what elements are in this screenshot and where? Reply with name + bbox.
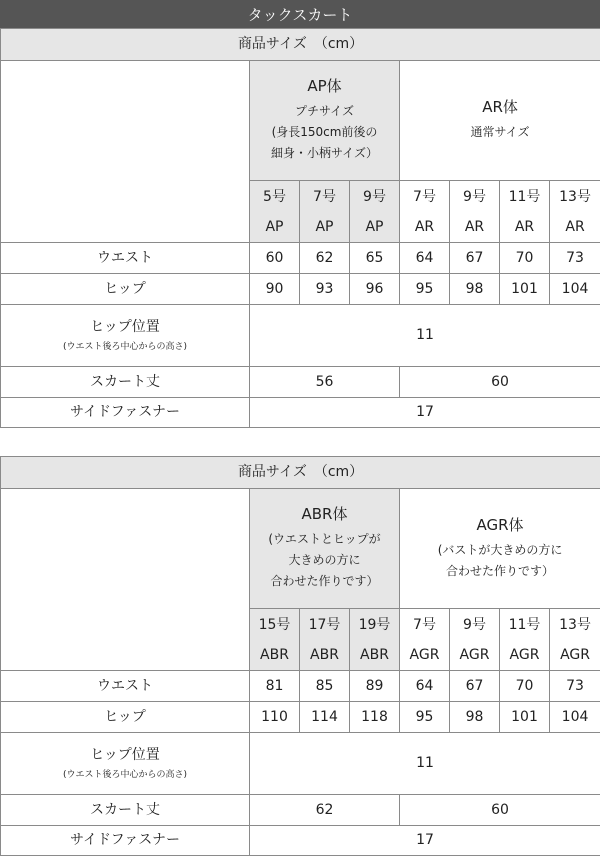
table-cell: 17 bbox=[250, 826, 600, 856]
table-row-waist bbox=[1, 671, 600, 702]
table-row-waist bbox=[1, 243, 600, 274]
size-column-header: 17号 ABR bbox=[300, 609, 350, 671]
table-row-hip bbox=[1, 702, 600, 733]
group-name: ABR体 bbox=[301, 505, 348, 523]
size-column-header: 9号 AR bbox=[450, 181, 500, 243]
corner-cell bbox=[1, 489, 250, 671]
table-row-zipper bbox=[1, 398, 600, 428]
size-column-header: 7号 AGR bbox=[400, 609, 450, 671]
row-label: ウエスト bbox=[1, 671, 250, 702]
row-label: サイドファスナー bbox=[1, 826, 250, 856]
table-cell: 17 bbox=[250, 398, 600, 428]
size-column-header: 9号 AGR bbox=[450, 609, 500, 671]
table-row-hip bbox=[1, 274, 600, 305]
row-label: サイドファスナー bbox=[1, 398, 250, 428]
table-cell: 98 bbox=[450, 274, 500, 305]
table-cell: 65 bbox=[350, 243, 400, 274]
row-label: ヒップ bbox=[1, 702, 250, 733]
group-description: (バストが大きめの方に 合わせた作りです） bbox=[437, 542, 563, 578]
table-cell: 90 bbox=[250, 274, 300, 305]
table-cell: 89 bbox=[350, 671, 400, 702]
table-cell: 70 bbox=[500, 243, 550, 274]
size-column-header: 13号 AR bbox=[550, 181, 600, 243]
group-header-agr bbox=[400, 489, 600, 609]
table-cell: 73 bbox=[550, 671, 600, 702]
table-cell: 95 bbox=[400, 274, 450, 305]
row-label: ヒップ位置 (ウエスト後ろ中心からの高さ) bbox=[1, 733, 250, 795]
row-sublabel: (ウエスト後ろ中心からの高さ) bbox=[62, 341, 188, 352]
table-cell: 64 bbox=[400, 671, 450, 702]
table-cell: 114 bbox=[300, 702, 350, 733]
table-cell: 93 bbox=[300, 274, 350, 305]
size-table-2 bbox=[0, 456, 600, 856]
row-label: スカート丈 bbox=[1, 795, 250, 826]
size-column-header: 19号 ABR bbox=[350, 609, 400, 671]
row-label: ヒップ bbox=[1, 274, 250, 305]
table-cell: 70 bbox=[500, 671, 550, 702]
group-name: AGR体 bbox=[476, 515, 524, 534]
group-name: AP体 bbox=[307, 77, 342, 95]
table-cell: 101 bbox=[500, 274, 550, 305]
row-label: ヒップ位置 (ウエスト後ろ中心からの高さ) bbox=[1, 305, 250, 367]
size-column-header: 9号 AP bbox=[350, 181, 400, 243]
size-column-header: 11号 AGR bbox=[500, 609, 550, 671]
table-cell: 95 bbox=[400, 702, 450, 733]
size-column-header: 11号 AR bbox=[500, 181, 550, 243]
table-cell: 96 bbox=[350, 274, 400, 305]
table-row-zipper bbox=[1, 826, 600, 856]
table-cell: 101 bbox=[500, 702, 550, 733]
table-header: 商品サイズ （cm） bbox=[1, 457, 600, 489]
table-cell: 62 bbox=[300, 243, 350, 274]
table-cell: 60 bbox=[400, 795, 600, 826]
size-table-1 bbox=[0, 28, 600, 428]
corner-cell bbox=[1, 61, 250, 243]
size-column-header: 13号 AGR bbox=[550, 609, 600, 671]
row-sublabel: (ウエスト後ろ中心からの高さ) bbox=[62, 769, 188, 780]
size-column-header: 7号 AP bbox=[300, 181, 350, 243]
size-column-header: 15号 ABR bbox=[250, 609, 300, 671]
row-label: スカート丈 bbox=[1, 367, 250, 398]
group-name: AR体 bbox=[482, 98, 518, 116]
size-column-header: 7号 AR bbox=[400, 181, 450, 243]
group-header-ap bbox=[250, 61, 400, 181]
table-cell: 64 bbox=[400, 243, 450, 274]
table-cell: 104 bbox=[550, 274, 600, 305]
page-title: タックスカート bbox=[0, 0, 600, 28]
table-cell: 11 bbox=[250, 305, 600, 367]
table-cell: 85 bbox=[300, 671, 350, 702]
group-header-ar bbox=[400, 61, 600, 181]
table-row-hip-position bbox=[1, 733, 600, 795]
table-cell: 104 bbox=[550, 702, 600, 733]
table-cell: 60 bbox=[400, 367, 600, 398]
size-column-header: 5号 AP bbox=[250, 181, 300, 243]
table-cell: 118 bbox=[350, 702, 400, 733]
row-label: ウエスト bbox=[1, 243, 250, 274]
table-row-length bbox=[1, 795, 600, 826]
table-cell: 56 bbox=[250, 367, 400, 398]
table-row-length bbox=[1, 367, 600, 398]
table-cell: 98 bbox=[450, 702, 500, 733]
table-row-hip-position bbox=[1, 305, 600, 367]
table-cell: 67 bbox=[450, 243, 500, 274]
table-cell: 60 bbox=[250, 243, 300, 274]
table-cell: 67 bbox=[450, 671, 500, 702]
table-header: 商品サイズ （cm） bbox=[1, 29, 600, 61]
group-description: (ウエストとヒップが 大きめの方に 合わせた作りです） bbox=[268, 532, 381, 588]
group-description: プチサイズ (身長150cm前後の 細身・小柄サイズ） bbox=[270, 104, 379, 160]
table-cell: 62 bbox=[250, 795, 400, 826]
group-description: 通常サイズ bbox=[470, 125, 530, 139]
table-cell: 110 bbox=[250, 702, 300, 733]
group-header-abr bbox=[250, 489, 400, 609]
table-cell: 11 bbox=[250, 733, 600, 795]
table-cell: 73 bbox=[550, 243, 600, 274]
table-cell: 81 bbox=[250, 671, 300, 702]
